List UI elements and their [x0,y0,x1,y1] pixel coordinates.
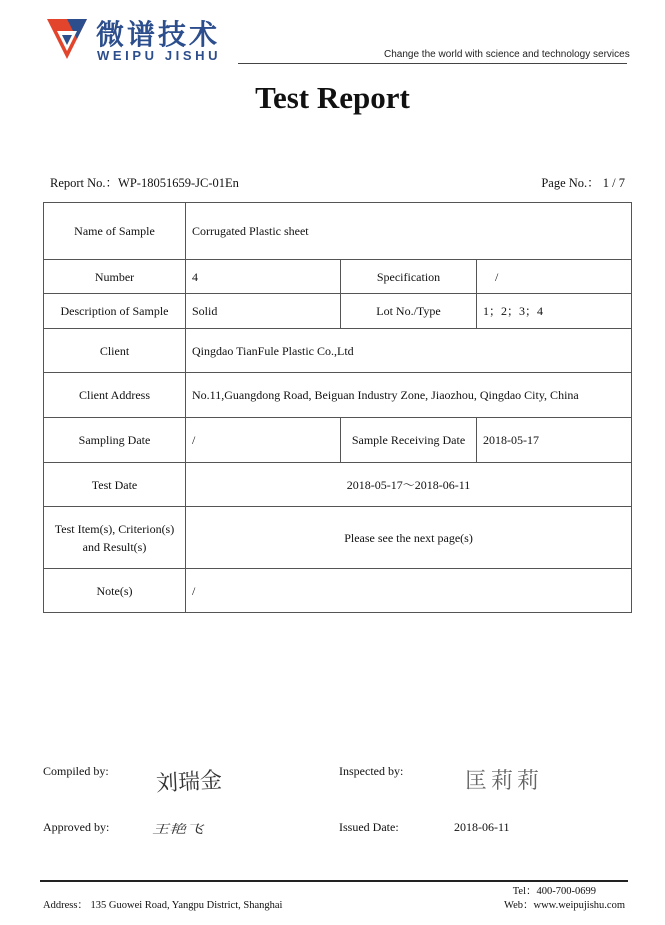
table-row [44,203,632,260]
client-label: Client [44,329,186,373]
page-title: Test Report [255,80,410,115]
footer-website: Web：www.weipujishu.com [504,900,625,911]
sampling-date-label: Sampling Date [44,418,186,463]
weipu-logo-icon [43,17,91,61]
table-row [44,373,632,418]
sampling-date-value: / [186,418,341,463]
page-header [0,0,665,66]
issued-date-label: Issued Date: [339,820,399,834]
receiving-date-value: 2018-05-17 [477,418,632,463]
inspected-by-label: Inspected by: [339,764,404,778]
name-of-sample-value: Corrugated Plastic sheet [186,203,632,260]
test-items-value: Please see the next page(s) [186,507,632,569]
report-number: Report No.：WP-18051659-JC-01En [50,176,239,190]
logo-english-name: WEIPU JISHU [97,48,222,63]
table-row [44,260,632,294]
test-date-value: 2018-05-17～2018-06-11 [186,463,632,507]
table-row [44,294,632,329]
lot-type-value: 1；2；3；4 [477,294,632,329]
logo-chinese-name: 微谱技术 [96,18,221,51]
footer-telephone: Tel：400-700-0699 [512,886,596,897]
page-number: Page No.： 1 / 7 [541,176,625,190]
approved-by-signature: 王艳飞 [152,822,203,837]
number-value: 4 [186,260,341,294]
client-address-label: Client Address [44,373,186,418]
name-of-sample-label: Name of Sample [44,203,186,260]
notes-label: Note(s) [44,569,186,613]
description-label: Description of Sample [44,294,186,329]
description-value: Solid [186,294,341,329]
header-slogan: Change the world with science and technology services [384,49,630,60]
table-row [44,329,632,373]
client-address-value: No.11,Guangdong Road, Beiguan Industry Zone, Jiaozhou, Qingdao City, China [186,373,632,418]
approved-by-label: Approved by: [43,820,110,834]
test-items-label-line1: Test Item(s), Criterion(s) [54,521,175,536]
lot-type-label: Lot No./Type [341,294,477,329]
sample-info-table [43,202,632,613]
compiled-by-signature: 刘瑞金 [155,768,223,797]
table-row [44,418,632,463]
number-label: Number [44,260,186,294]
specification-value: / [477,260,632,294]
footer-address: Address： 135 Guowei Road, Yangpu District, Shanghai [43,900,283,911]
issued-date-value: 2018-06-11 [454,820,510,834]
inspected-by-signature: 匡莉莉 [465,769,544,794]
header-divider [238,63,627,64]
test-date-label: Test Date [44,463,186,507]
test-items-label [44,507,186,569]
client-value: Qingdao TianFule Plastic Co.,Ltd [186,329,632,373]
table-row [44,569,632,613]
specification-label: Specification [341,260,477,294]
table-row [44,463,632,507]
receiving-date-label: Sample Receiving Date [341,418,477,463]
notes-value: / [186,569,632,613]
table-row [44,507,632,569]
footer-divider [40,880,628,882]
compiled-by-label: Compiled by: [43,764,109,778]
test-items-label-line2: and Result(s) [82,539,147,554]
